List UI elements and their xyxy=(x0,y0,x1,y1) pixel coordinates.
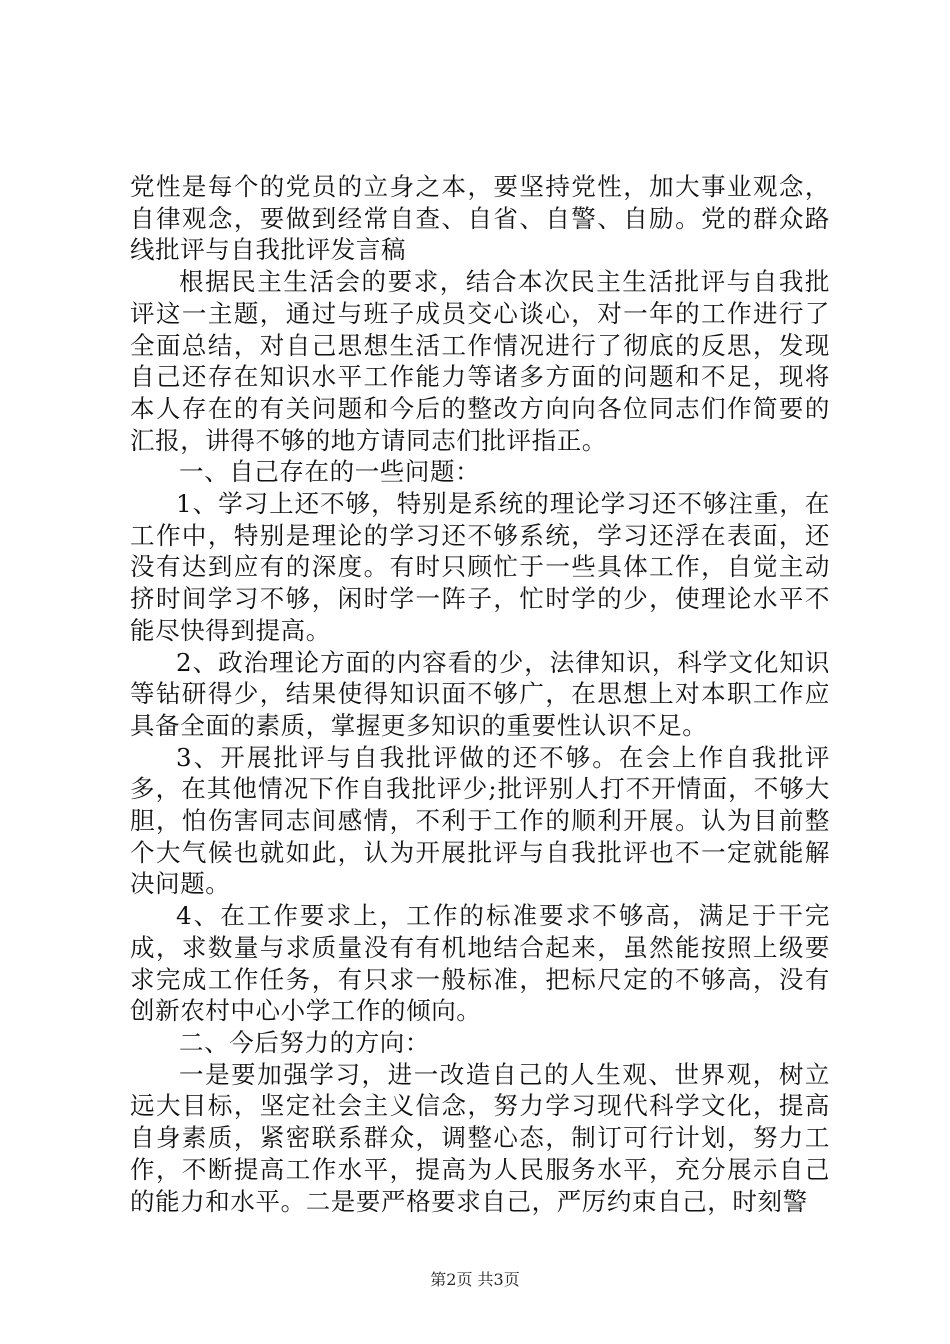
heading-directions: 二、今后努力的方向： xyxy=(179,1027,430,1057)
paragraph-problem-4: 4、在工作要求上，工作的标准要求不够高，满足于干完成，求数量与求质量没有有机地结合起来，虽然能按照上级要求完成工作任务，有只求一般标准，把标尺定的不够高，没有创新农村中心小学工作的倾向。 xyxy=(130,901,830,1026)
document-body xyxy=(130,171,830,1217)
paragraph-intro: 党性是每个的党员的立身之本，要坚持党性，加大事业观念，自律观念，要做到经常自查、自省、自警、自励。党的群众路线批评与自我批评发言稿 xyxy=(130,172,830,265)
paragraph-opening: 根据民主生活会的要求，结合本次民主生活批评与自我批评这一主题，通过与班子成员交心谈心，对一年的工作进行了全面总结，对自己思想生活工作情况进行了彻底的反思，发现自己还存在知识水平工作能力等诸多方面的问题和不足，现将本人存在的有关问题和今后的整改方向向各位同志们作简要的汇报，讲得不够的地方请同志们批评指正。 xyxy=(130,267,830,455)
page-number-footer: 第2页 共3页 xyxy=(430,1270,520,1289)
paragraph-problem-3: 3、开展批评与自我批评做的还不够。在会上作自我批评多，在其他情况下作自我批评少;批评别人打不开情面，不够大胆，怕伤害同志间感情，不利于工作的顺利开展。认为目前整个大气候也就如此，认为开展批评与自我批评也不一定就能解决问题。 xyxy=(130,742,830,899)
paragraph-problem-2: 2、政治理论方面的内容看的少，法律知识，科学文化知识等钻研得少，结果使得知识面不够广，在思想上对本职工作应具备全面的素质，掌握更多知识的重要性认识不足。 xyxy=(130,647,830,740)
paragraph-direction-1: 一是要加强学习，进一改造自己的人生观、世界观，树立远大目标，坚定社会主义信念，努力学习现代科学文化，提高自身素质，紧密联系群众，调整心态，制订可行计划，努力工作，不断提高工作水平，提高为人民服务水平，充分展示自己的能力和水平。二是要严格要求自己，严厉约束自己，时刻警 xyxy=(130,1059,830,1216)
paragraph-problem-1: 1、学习上还不够，特别是系统的理论学习还不够注重，在工作中，特别是理论的学习还不够系统，学习还浮在表面，还没有达到应有的深度。有时只顾忙于一些具体工作，自觉主动挤时间学习不够，闲时学一阵子，忙时学的少，使理论水平不能尽快得到提高。 xyxy=(130,489,830,645)
heading-problems: 一、自己存在的一些问题： xyxy=(179,457,481,487)
